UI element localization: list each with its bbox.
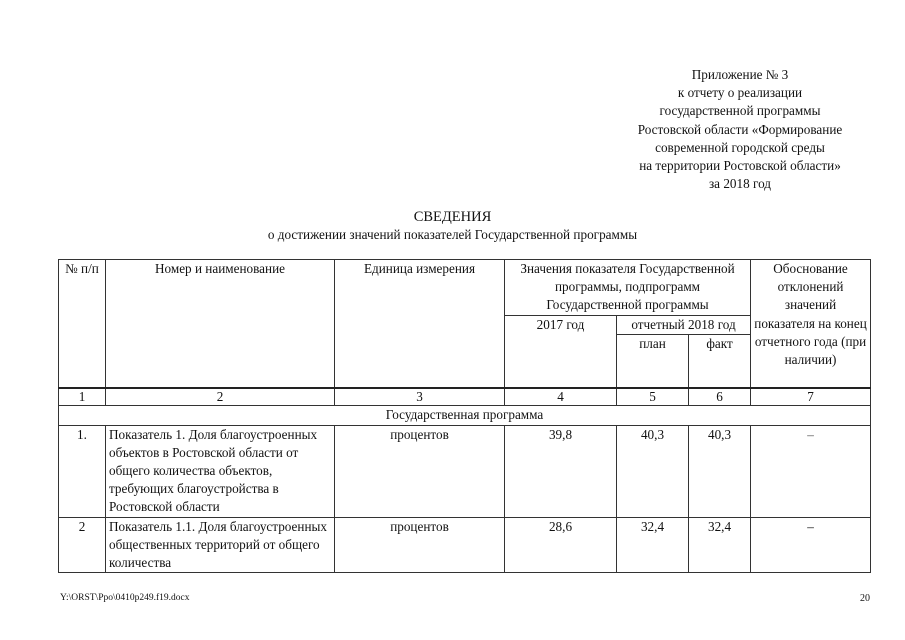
column-number: 1 xyxy=(59,388,106,406)
row-num: 2 xyxy=(59,517,106,573)
appendix-line: Ростовской области «Формирование xyxy=(637,121,843,137)
document-subtitle: о достижении значений показателей Государственной программы xyxy=(267,227,638,242)
appendix-line: на территории Ростовской области» xyxy=(639,158,841,174)
section-row xyxy=(59,406,871,425)
row-value-fact: 40,3 xyxy=(689,425,751,517)
row-num: 1. xyxy=(59,425,106,517)
document-title: СВЕДЕНИЯ xyxy=(413,209,492,225)
column-number: 4 xyxy=(505,388,617,406)
table-row xyxy=(59,425,871,517)
row-value-2017: 39,8 xyxy=(505,425,617,517)
appendix-line: к отчету о реализации xyxy=(677,85,803,101)
header-unit: Единица измерения xyxy=(335,260,505,389)
header-year-2017: 2017 год xyxy=(505,315,617,388)
appendix-header xyxy=(560,66,905,193)
column-number: 7 xyxy=(751,388,871,406)
row-unit: процентов xyxy=(335,517,505,573)
appendix-line: за 2018 год xyxy=(708,176,772,192)
header-fact: факт xyxy=(689,334,751,388)
column-number: 3 xyxy=(335,388,505,406)
indicators-table xyxy=(58,259,871,573)
appendix-line: государственной программы xyxy=(659,103,821,119)
row-value-fact: 32,4 xyxy=(689,517,751,573)
table-row xyxy=(59,517,871,573)
row-justification: – xyxy=(751,425,871,517)
header-report-year: отчетный 2018 год xyxy=(617,315,751,334)
section-title: Государственная программа xyxy=(59,406,871,425)
row-indicator-name: Показатель 1. Доля благоустроенных объектов в Ростовской области от общего количества объектов, требующих благоустройства в Ростовской области xyxy=(106,425,335,517)
document-title-block xyxy=(0,208,905,244)
page-number: 20 xyxy=(860,593,870,604)
header-justification: Обоснование отклонений значений показателя на конец отчетного года (при наличии) xyxy=(751,260,871,389)
file-path-footer: Y:\ORST\Ppo\0410p249.f19.docx xyxy=(60,593,190,603)
row-justification: – xyxy=(751,517,871,573)
row-unit: процентов xyxy=(335,425,505,517)
header-values-group: Значения показателя Государственной программы, подпрограмм Государственной программы xyxy=(505,260,751,316)
header-plan: план xyxy=(617,334,689,388)
appendix-line: современной городской среды xyxy=(655,139,825,155)
row-value-2017: 28,6 xyxy=(505,517,617,573)
column-number: 5 xyxy=(617,388,689,406)
header-name: Номер и наименование xyxy=(106,260,335,389)
column-number: 6 xyxy=(689,388,751,406)
appendix-line: Приложение № 3 xyxy=(691,67,789,82)
header-num: № п/п xyxy=(59,260,106,389)
column-number: 2 xyxy=(106,388,335,406)
row-indicator-name: Показатель 1.1. Доля благоустроенных общественных территорий от общего количества xyxy=(106,517,335,573)
row-value-plan: 32,4 xyxy=(617,517,689,573)
column-numbers-row xyxy=(59,388,871,406)
row-value-plan: 40,3 xyxy=(617,425,689,517)
